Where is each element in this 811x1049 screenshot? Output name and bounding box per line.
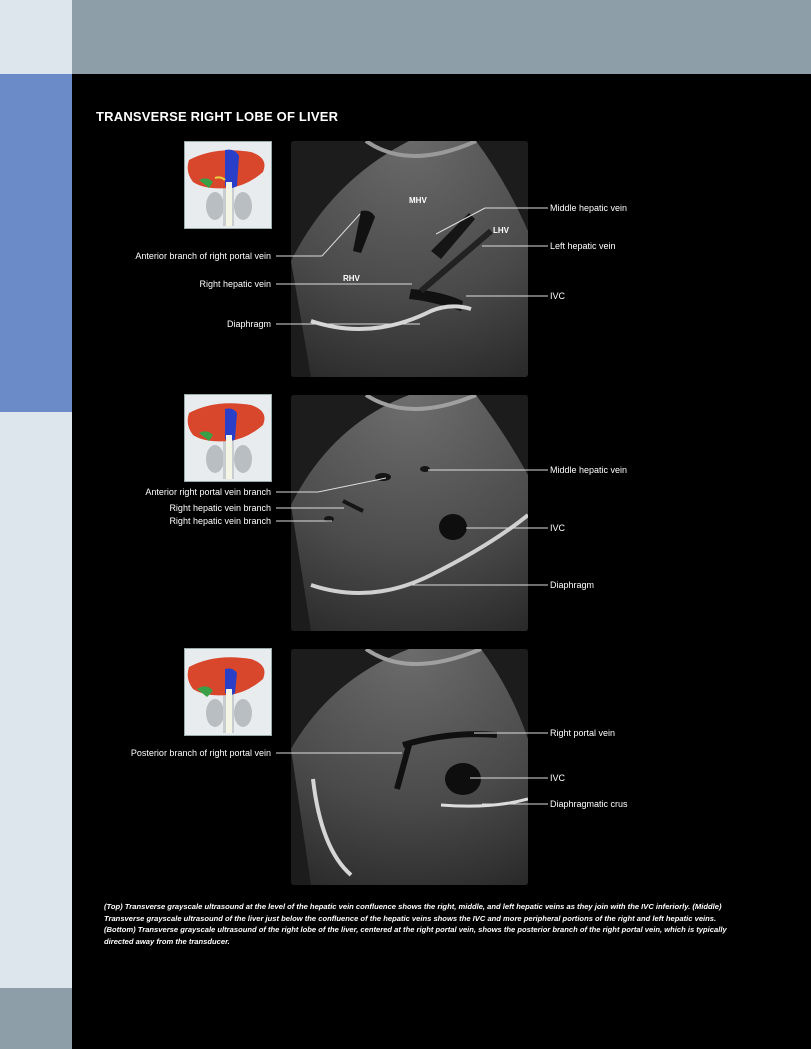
sidebar-accent [0, 74, 72, 412]
ultrasound-image-middle [291, 395, 528, 631]
image-label-lhv: LHV [493, 226, 509, 235]
figure-caption: (Top) Transverse grayscale ultrasound at the level of the hepatic vein confluence shows the right, middle, and left hepatic veins as they join with the IVC inferiorly. (Middle) Transverse grayscale ultrasound of the liver just below the confluence of the hepatic veins shows the IVC and more peripheral portions of the right and left hepatic veins. (Bottom) Transverse grayscale ultrasound of the right lobe of the liver, centered at the right portal vein, shows the posterior branch of the right portal vein, which is typically directed away from the transducer. [104, 902, 727, 946]
image-label-rhv: RHV [343, 274, 360, 283]
anatomy-thumbnail-middle [184, 394, 272, 482]
label-ivc: IVC [550, 523, 566, 533]
anatomy-thumbnail-bottom [184, 648, 272, 736]
label-middle-hepatic-vein: Middle hepatic vein [550, 203, 628, 213]
label-right-hepatic-vein-branch: Right hepatic vein branch [169, 503, 271, 513]
anatomy-thumbnail-top [184, 141, 272, 229]
label-anterior-right-portal-vein: Anterior branch of right portal vein [135, 251, 271, 261]
label-right-portal-vein: Right portal vein [550, 728, 616, 738]
image-label-mhv: MHV [409, 196, 427, 205]
label-anterior-right-portal-vein-branch: Anterior right portal vein branch [145, 487, 271, 497]
label-middle-hepatic-vein: Middle hepatic vein [550, 465, 628, 475]
corner-block [0, 0, 72, 74]
label-ivc: IVC [550, 291, 566, 301]
ultrasound-image-bottom [291, 649, 528, 885]
sidebar-footer-block [0, 988, 72, 1049]
label-diaphragm: Diaphragm [226, 319, 271, 329]
label-right-hepatic-vein-branch: Right hepatic vein branch [169, 516, 271, 526]
label-diaphragm: Diaphragm [550, 580, 595, 590]
header-bar [72, 0, 811, 74]
label-ivc: IVC [550, 773, 566, 783]
label-right-hepatic-vein: Right hepatic vein [199, 279, 271, 289]
page-title: TRANSVERSE RIGHT LOBE OF LIVER [96, 109, 339, 124]
sidebar-light [0, 412, 72, 988]
label-posterior-right-portal-vein: Posterior branch of right portal vein [130, 748, 271, 758]
label-left-hepatic-vein: Left hepatic vein [550, 241, 616, 251]
label-diaphragmatic-crus: Diaphragmatic crus [550, 799, 628, 809]
ultrasound-image-top [291, 141, 528, 377]
